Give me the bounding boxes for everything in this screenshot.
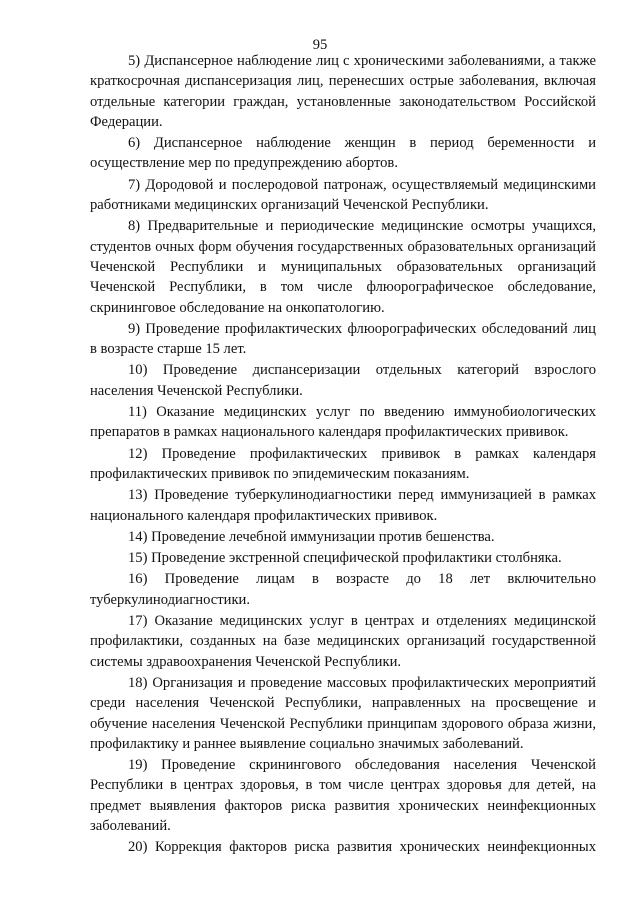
paragraph-item-18: 18) Организация и проведение массовых профилактических мероприятий среди населения Чеченской Республики, направленных на просвещение и обучение населения Чеченской Республики принципам здорового образа жизни, профилактику и раннее выявление социально значимых заболеваний.: [90, 674, 596, 752]
paragraph-item-5: 5) Диспансерное наблюдение лиц с хроническими заболеваниями, а также краткосрочная диспансеризация лиц, перенесших острые заболевания, включая отдельные категории граждан, установленные законодательством Российской Федерации.: [90, 53, 596, 130]
paragraph-item-19: 19) Проведение скринингового обследования населения Чеченской Республики в центрах здоровья, в том числе центрах здоровья для детей, на предмет выявления факторов риска развития хронических неинфекционных заболеваний.: [90, 757, 596, 834]
paragraph-item-8: 8) Предварительные и периодические медицинские осмотры учащихся, студентов очных форм обучения государственных образовательных организаций Чеченской Республики и муниципальных образовательных организаций Чеченской Республики, в том числе флюорографическое обследование, скрининговое обследование на онкопатологию.: [90, 218, 596, 316]
paragraph-item-7: 7) Дородовой и послеродовой патронаж, осуществляемый медицинскими работниками медицинских организаций Чеченской Республики.: [90, 176, 596, 214]
paragraph-item-6: 6) Диспансерное наблюдение женщин в период беременности и осуществление мер по предупреждению абортов.: [90, 135, 596, 172]
page-number: 95: [312, 37, 328, 53]
paragraph-item-20: 20) Коррекция факторов риска развития хронических неинфекционных: [128, 839, 596, 856]
paragraph-item-11: 11) Оказание медицинских услуг по введению иммунобиологических препаратов в рамках национального календаря профилактических прививок.: [90, 404, 596, 441]
document-body: [90, 51, 596, 859]
paragraph-item-17: 17) Оказание медицинских услуг в центрах и отделениях медицинской профилактики, созданных на базе медицинских организаций государственной системы здравоохранения Чеченской Республики.: [90, 613, 596, 670]
paragraph-item-13: 13) Проведение туберкулинодиагностики перед иммунизацией в рамках национального календаря профилактических прививок.: [90, 487, 596, 524]
paragraph-item-9: 9) Проведение профилактических флюорографических обследований лиц в возрасте старше 15 лет.: [90, 320, 596, 358]
paragraph-item-12: 12) Проведение профилактических прививок в рамках календаря профилактических прививок по эпидемическим показаниям.: [90, 445, 596, 482]
paragraph-item-10: 10) Проведение диспансеризации отдельных категорий взрослого населения Чеченской Республики.: [90, 362, 596, 399]
paragraph-item-14: 14) Проведение лечебной иммунизации против бешенства.: [128, 528, 495, 545]
paragraph-item-16: 16) Проведение лицам в возрасте до 18 лет включительно туберкулинодиагностики.: [90, 571, 596, 608]
paragraph-item-15: 15) Проведение экстренной специфической профилактики столбняка.: [128, 550, 562, 567]
